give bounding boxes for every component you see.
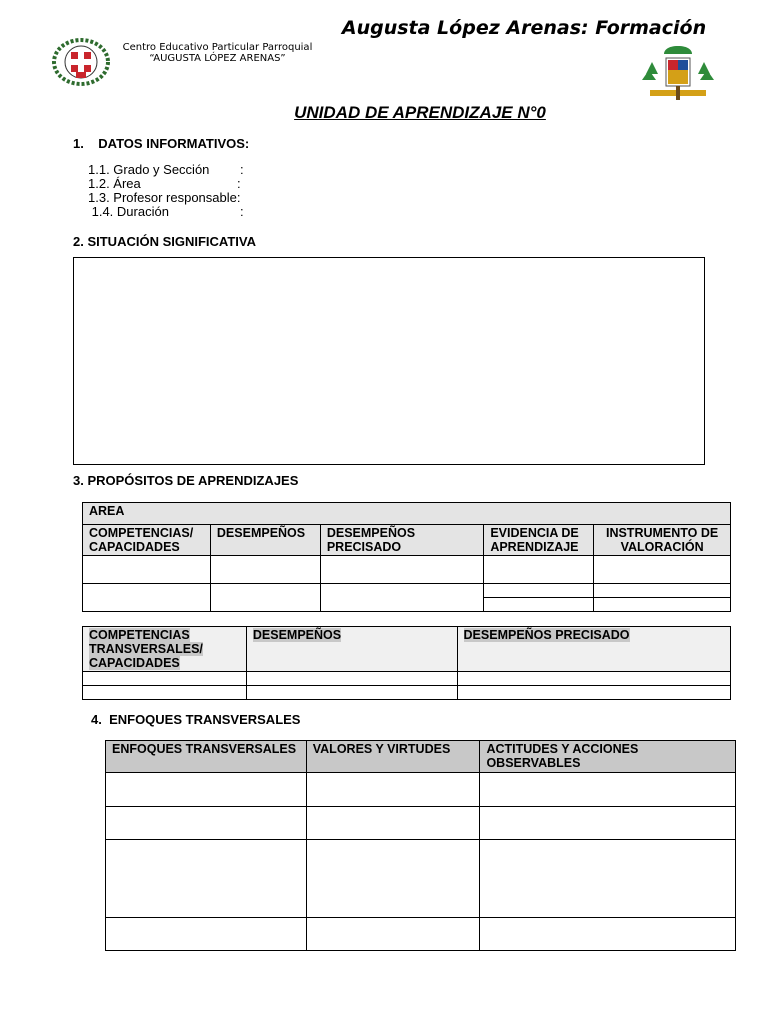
- table-cell[interactable]: [306, 773, 480, 807]
- table-cell[interactable]: [106, 773, 307, 807]
- table-cell[interactable]: [320, 556, 483, 584]
- header-competencias-transversales: COMPETENCIAS TRANSVERSALES/ CAPACIDADES: [83, 627, 247, 672]
- info-colon: :: [240, 162, 244, 177]
- table-cell[interactable]: [106, 807, 307, 840]
- table-cell[interactable]: [594, 584, 731, 598]
- header-competencias: COMPETENCIAS/ CAPACIDADES: [83, 525, 211, 556]
- header-desempenos-precisado: DESEMPEÑOS PRECISADO: [320, 525, 483, 556]
- header-title: Augusta López Arenas: Formación: [341, 17, 707, 39]
- info-item-grado: [88, 162, 244, 177]
- school-name-line2: “AUGUSTA LÓPEZ ARENAS”: [149, 53, 286, 64]
- table-cell[interactable]: [457, 672, 730, 686]
- table-cell[interactable]: [484, 584, 594, 598]
- info-item-profesor: [88, 191, 240, 205]
- situacion-significativa-box[interactable]: [73, 257, 705, 465]
- info-colon: :: [237, 176, 241, 191]
- table-cell[interactable]: [457, 686, 730, 700]
- info-item-area: [88, 177, 240, 191]
- table-cell[interactable]: [306, 918, 480, 951]
- table-cell[interactable]: [83, 556, 211, 584]
- table-cell[interactable]: [306, 807, 480, 840]
- table-cell[interactable]: [210, 556, 320, 584]
- header-desempenos-precisado-2: DESEMPEÑOS PRECISADO: [457, 627, 730, 672]
- area-header-cell: AREA: [83, 503, 731, 525]
- header-evidencia: EVIDENCIA DE APRENDIZAJE: [484, 525, 594, 556]
- header-valores: VALORES Y VIRTUDES: [306, 741, 480, 773]
- info-label: 1.4. Duración: [88, 204, 169, 219]
- table-cell[interactable]: [320, 584, 483, 612]
- table-cell[interactable]: [83, 584, 211, 612]
- info-label: 1.1. Grado y Sección: [88, 162, 210, 177]
- section3-heading: 3. PROPÓSITOS DE APRENDIZAJES: [73, 473, 299, 488]
- table-cell[interactable]: [106, 918, 307, 951]
- info-list: [88, 162, 244, 219]
- enfoques-table: [105, 740, 736, 951]
- propositos-table: [82, 502, 731, 612]
- header-actitudes: ACTITUDES Y ACCIONES OBSERVABLES: [480, 741, 736, 773]
- section2-heading: 2. SITUACIÓN SIGNIFICATIVA: [73, 234, 256, 249]
- table-cell[interactable]: [480, 840, 736, 918]
- table-cell[interactable]: [83, 672, 247, 686]
- school-name: [110, 42, 325, 64]
- table-cell[interactable]: [594, 556, 731, 584]
- school-crest-logo: [52, 38, 110, 86]
- document-title: UNIDAD DE APRENDIZAJE N°0: [294, 103, 546, 122]
- table-cell[interactable]: [484, 598, 594, 612]
- table-cell[interactable]: [480, 807, 736, 840]
- table-cell[interactable]: [480, 918, 736, 951]
- header-enfoques: ENFOQUES TRANSVERSALES: [106, 741, 307, 773]
- info-label: 1.3. Profesor responsable:: [88, 190, 241, 205]
- table-cell[interactable]: [480, 773, 736, 807]
- section4-heading: 4. ENFOQUES TRANSVERSALES: [91, 712, 301, 727]
- table-cell[interactable]: [106, 840, 307, 918]
- info-item-duracion: [88, 204, 244, 219]
- table-cell[interactable]: [484, 556, 594, 584]
- header-title-cutoff-line: [400, 39, 600, 45]
- header-desempenos: DESEMPEÑOS: [210, 525, 320, 556]
- coat-of-arms-logo: [638, 44, 718, 102]
- table-cell[interactable]: [246, 686, 457, 700]
- header-desempenos-2: DESEMPEÑOS: [246, 627, 457, 672]
- table-cell[interactable]: [594, 598, 731, 612]
- table-cell[interactable]: [306, 840, 480, 918]
- competencias-transversales-table: [82, 626, 731, 700]
- info-colon: :: [240, 204, 244, 219]
- header-instrumento: INSTRUMENTO DE VALORACIÓN: [594, 525, 731, 556]
- school-name-line1: Centro Educativo Particular Parroquial: [122, 42, 313, 53]
- section1-heading: 1. DATOS INFORMATIVOS:: [73, 136, 250, 151]
- table-cell[interactable]: [83, 686, 247, 700]
- table-cell[interactable]: [210, 584, 320, 612]
- info-label: 1.2. Área: [88, 176, 141, 191]
- table-cell[interactable]: [246, 672, 457, 686]
